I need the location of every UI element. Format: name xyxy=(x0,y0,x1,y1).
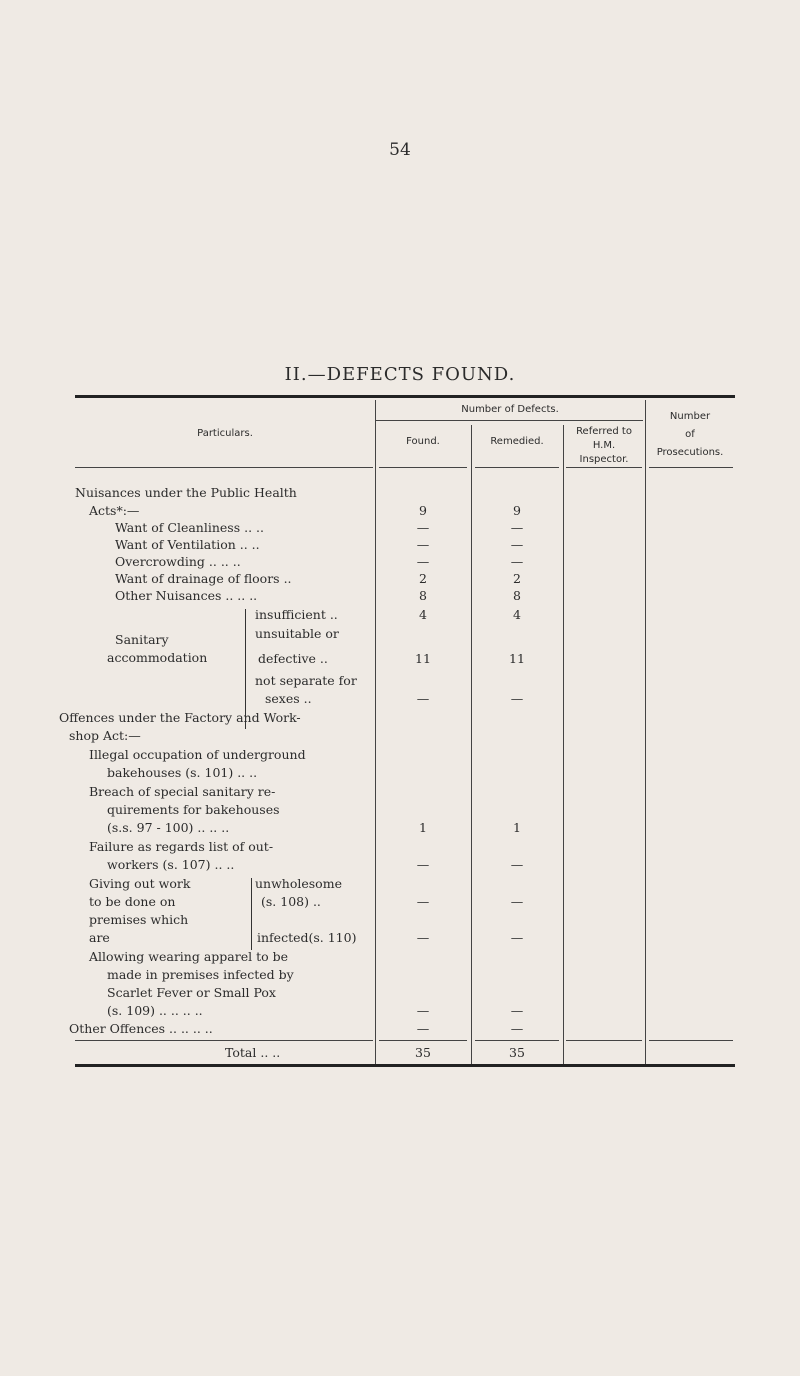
header-prosecutions-line: of xyxy=(685,429,695,440)
cell-remedied: — xyxy=(510,1021,524,1036)
row-label: Want of Cleanliness .. .. xyxy=(115,520,264,535)
row-label: Overcrowding .. .. .. xyxy=(115,554,241,569)
header-remedied: Remedied. xyxy=(490,436,544,447)
row-label: Offences under the Factory and Work- xyxy=(59,710,301,725)
header-found: Found. xyxy=(406,436,440,447)
section-title: II.—DEFECTS FOUND. xyxy=(284,364,516,385)
header-prosecutions-line: Prosecutions. xyxy=(656,447,724,458)
row-label: Scarlet Fever or Small Pox xyxy=(107,985,276,1000)
row-label: Failure as regards list of out- xyxy=(89,839,274,854)
cell-remedied: — xyxy=(510,554,524,569)
row-label: unsuitable or xyxy=(255,626,339,641)
total-found: 35 xyxy=(415,1045,431,1060)
page-number: 54 xyxy=(389,140,411,160)
header-prosecutions xyxy=(645,410,735,460)
col-divider xyxy=(471,425,472,1065)
row-label: Nuisances under the Public Health xyxy=(75,485,297,500)
cell-remedied: — xyxy=(510,857,524,872)
cell-remedied: 11 xyxy=(509,651,525,666)
header-rule xyxy=(379,467,467,468)
cell-found: — xyxy=(416,1003,430,1018)
cell-found: 9 xyxy=(419,503,427,518)
total-rule xyxy=(475,1040,559,1041)
row-label: Allowing wearing apparel to be xyxy=(89,949,288,964)
cell-remedied: — xyxy=(510,1003,524,1018)
row-label: Want of Ventilation .. .. xyxy=(115,537,260,552)
row-label: Giving out work xyxy=(89,876,191,891)
row-label: Acts*:— xyxy=(89,503,140,518)
cell-found: — xyxy=(416,930,430,945)
cell-found: — xyxy=(416,520,430,535)
row-label: unwholesome xyxy=(255,876,342,891)
bottom-rule xyxy=(75,1064,735,1067)
col-divider xyxy=(563,425,564,1065)
col-divider xyxy=(375,400,376,1065)
row-label: infected(s. 110) xyxy=(257,930,357,945)
cell-remedied: 9 xyxy=(513,503,521,518)
row-label: defective .. xyxy=(258,651,328,666)
cell-found: — xyxy=(416,1021,430,1036)
row-label: not separate for xyxy=(255,673,357,688)
cell-remedied: 4 xyxy=(513,607,521,622)
header-referred-line: H.M. xyxy=(592,440,616,451)
col-divider xyxy=(645,400,646,1065)
row-label: Breach of special sanitary re- xyxy=(89,784,276,799)
header-rule xyxy=(75,467,373,468)
row-label: shop Act:— xyxy=(69,728,141,743)
cell-found: 11 xyxy=(415,651,431,666)
row-label: accommodation xyxy=(107,650,208,665)
row-label: are xyxy=(89,930,110,945)
header-rule xyxy=(649,467,733,468)
cell-found: 8 xyxy=(419,588,427,603)
cell-remedied: 2 xyxy=(513,571,521,586)
row-label: to be done on xyxy=(89,894,176,909)
top-rule xyxy=(75,395,735,398)
row-label: workers (s. 107) .. .. xyxy=(107,857,235,872)
row-label: (s. 109) .. .. .. .. xyxy=(107,1003,203,1018)
cell-remedied: — xyxy=(510,520,524,535)
header-rule xyxy=(375,420,643,421)
row-label: made in premises infected by xyxy=(107,967,294,982)
cell-remedied: — xyxy=(510,894,524,909)
cell-remedied: — xyxy=(510,691,524,706)
cell-found: — xyxy=(416,857,430,872)
cell-found: 1 xyxy=(419,820,427,835)
header-rule xyxy=(475,467,559,468)
row-label: (s. 108) .. xyxy=(261,894,321,909)
cell-remedied: 1 xyxy=(513,820,521,835)
header-rule xyxy=(566,467,642,468)
row-label: Other Nuisances .. .. .. xyxy=(115,588,258,603)
total-rule xyxy=(566,1040,642,1041)
cell-found: — xyxy=(416,537,430,552)
header-particulars: Particulars. xyxy=(197,428,253,439)
cell-remedied: — xyxy=(510,930,524,945)
total-rule xyxy=(75,1040,373,1041)
row-label: sexes .. xyxy=(265,691,312,706)
total-label: Total .. .. xyxy=(225,1045,281,1060)
cell-remedied: 8 xyxy=(513,588,521,603)
cell-found: — xyxy=(416,691,430,706)
row-label: insufficient .. xyxy=(255,607,338,622)
total-rule xyxy=(379,1040,467,1041)
row-label: quirements for bakehouses xyxy=(107,802,280,817)
header-prosecutions-line: Number xyxy=(669,411,711,422)
total-rule xyxy=(649,1040,733,1041)
total-remedied: 35 xyxy=(509,1045,525,1060)
row-label: Illegal occupation of underground xyxy=(89,747,306,762)
brace xyxy=(251,878,252,950)
cell-found: — xyxy=(416,554,430,569)
row-label: Sanitary xyxy=(115,632,169,647)
header-number-of-defects: Number of Defects. xyxy=(461,404,559,415)
cell-found: — xyxy=(416,894,430,909)
cell-found: 2 xyxy=(419,571,427,586)
row-label: bakehouses (s. 101) .. .. xyxy=(107,765,258,780)
header-referred-line: Referred to xyxy=(576,426,632,437)
row-label: Want of drainage of floors .. xyxy=(115,571,292,586)
row-label: Other Offences .. .. .. .. xyxy=(69,1021,213,1036)
row-label: (s.s. 97 - 100) .. .. .. xyxy=(107,820,230,835)
header-referred xyxy=(563,425,645,467)
header-referred-line: Inspector. xyxy=(579,454,629,465)
cell-remedied: — xyxy=(510,537,524,552)
row-label: premises which xyxy=(89,912,189,927)
cell-found: 4 xyxy=(419,607,427,622)
